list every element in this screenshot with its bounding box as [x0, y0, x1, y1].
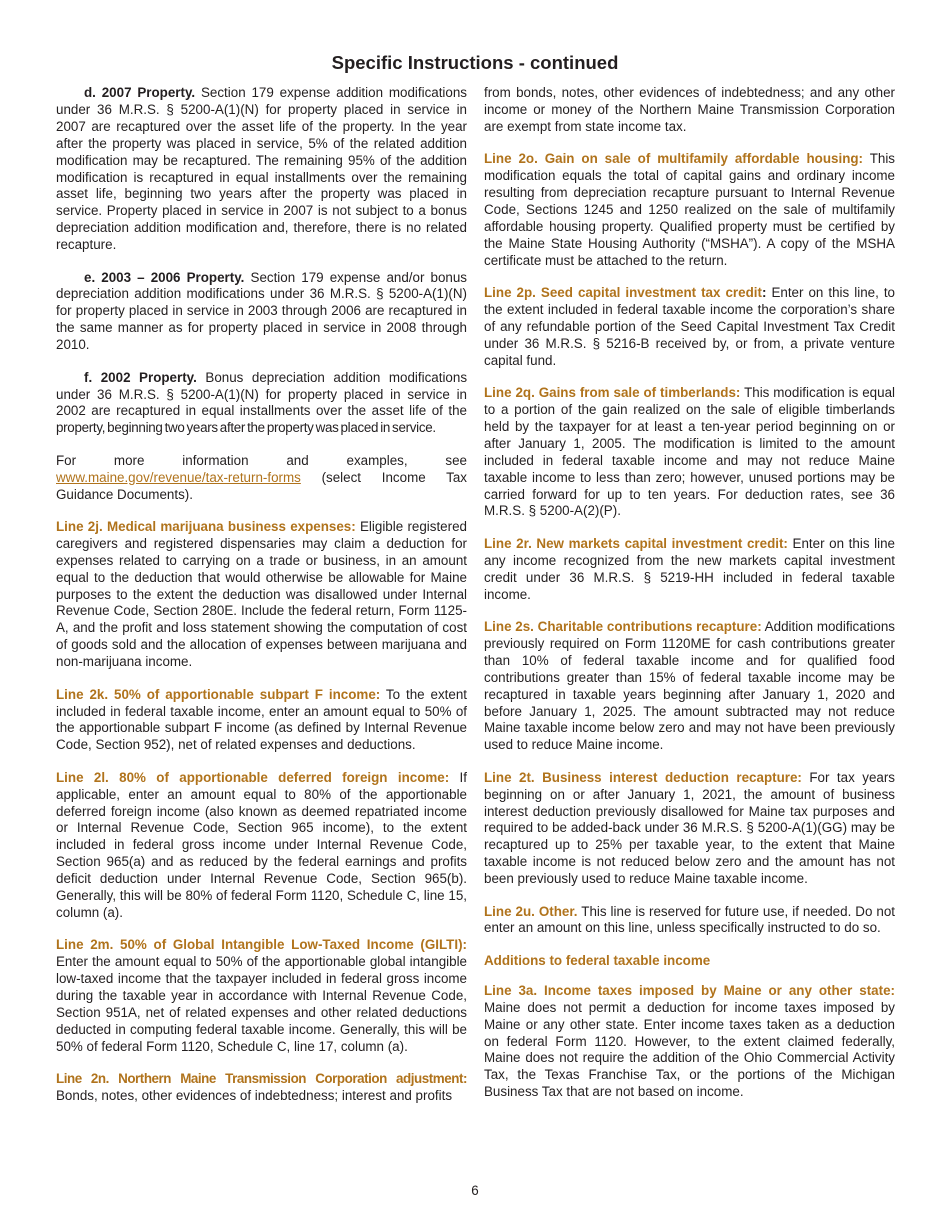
page-number: 6 — [471, 1183, 479, 1198]
heading-2003-2006-property: e. 2003 – 2006 Property. — [84, 269, 245, 285]
paragraph-line-2u — [484, 904, 895, 938]
paragraph-line-2t — [484, 770, 895, 888]
text-2002-property: Bonus depreciation addition modifications under 36 M.R.S. § 5200-A(1)(N) for property placed in service in 2002 are recaptured in equal installments over the asset life of the — [56, 369, 468, 419]
paragraph-line-2m — [56, 937, 467, 1055]
text-2002-property-end: property, beginning two years after the property was placed in service. — [56, 420, 436, 436]
heading-line-3a: Line 3a. Income taxes imposed by Maine or any other state: — [484, 982, 895, 998]
text-line-2m: Enter the amount equal to 50% of the apportionable global intangible low-taxed income that the taxpayer included in federal gross income during the taxable year in accordance with Internal Revenue Code, Section 951A, net of related expenses and other related deductions deducted in computing federal taxable income. Generally, this will be 50% of federal Form 1120, Schedule C, line 17, column (a). — [56, 954, 467, 1054]
text-line-2n-continued: from bonds, notes, other evidences of indebtedness; and any other income or money of the Northern Maine Transmission Corporation are exempt from state income tax. — [484, 85, 895, 134]
heading-line-2u: Line 2u. Other. — [484, 903, 578, 919]
heading-line-2j: Line 2j. Medical marijuana business expenses: — [56, 518, 356, 534]
paragraph-line-2r — [484, 536, 895, 604]
more-info-suffix: (select Income Tax Guidance Documents). — [56, 469, 467, 502]
left-column — [56, 85, 467, 1121]
text-line-2n: Bonds, notes, other evidences of indebtedness; interest and profits — [56, 1088, 453, 1104]
heading-line-2l: Line 2l. 80% of apportionable deferred foreign income: — [56, 769, 450, 785]
paragraph-2003-2006-property — [56, 270, 467, 355]
paragraph-line-2q — [484, 385, 895, 520]
text-line-2t: For tax years beginning on or after January 1, 2021, the amount of business interest deduction previously disallowed for Maine tax purposes and required to be added-back under 36 M.R.S. § 5200-A(1)(GG) may be recaptured up to 25% per taxable year, to the extent that Maine taxable income is not reduced below zero and the amount has not been previously used to reduce Maine taxable income. — [484, 769, 895, 887]
heading-line-2s: Line 2s. Charitable contributions recapture: — [484, 618, 762, 634]
heading-2002-property: f. 2002 Property. — [84, 369, 197, 385]
paragraph-line-2n — [56, 1071, 467, 1105]
heading-line-2o: Line 2o. Gain on sale of multifamily affordable housing: — [484, 151, 864, 167]
paragraph-line-3a — [484, 983, 895, 1101]
text-line-2q: This modification is equal to a portion of the gain realized on the sale of eligible timberlands held by the taxpayer for at least a ten-year period beginning on or after January 1, 2005. The modification is limited to the amount included in federal taxable income and may not reduce Maine taxable income to less than zero; however, unused portions may be carried forward for up to ten years. For deduction rates, see 36 M.R.S. § 5200-A(2)(P). — [484, 385, 895, 519]
heading-line-2m: Line 2m. 50% of Global Intangible Low-Taxed Income (GILTI): — [56, 937, 467, 953]
revenue-forms-link[interactable]: www.maine.gov/revenue/tax-return-forms — [56, 469, 301, 485]
heading-line-2n: Line 2n. Northern Maine Transmission Corporation adjustment: — [56, 1071, 467, 1087]
paragraph-2007-property — [56, 85, 467, 254]
paragraph-line-2p — [484, 285, 895, 370]
text-line-2j: Eligible registered caregivers and registered dispensaries may claim a deduction for expenses related to carrying on a trade or business, in an amount equal to the deduction that would otherwise be allowable for Maine purposes to the extent the deduction was disallowed under Internal Revenue Code, Section 280E. Include the federal return, Form 1125-A, and the profit and loss statement showing the computation of cost of goods sold and the allocation of expenses between marijuana and non-marijuana income. — [56, 518, 467, 670]
heading-line-2r: Line 2r. New markets capital investment credit: — [484, 535, 788, 551]
heading-line-2p: Line 2p. Seed capital investment tax credit — [484, 285, 762, 301]
paragraph-line-2o — [484, 151, 895, 269]
right-column — [484, 85, 895, 1117]
text-line-2p: Enter on this line, to the extent included in federal taxable income the corporation’s share of any refundable portion of the Seed Capital Investment Tax Credit under 36 M.R.S. § 5216-B received by, or from, a private venture capital fund. — [484, 285, 895, 368]
text-line-3a: Maine does not permit a deduction for income taxes imposed by Maine or any other state. Enter income taxes taken as a deduction on federal Form 1120. However, to the extent claimed federally, Maine does not require the addition of the Ohio Commercial Activity Tax, the Texas Franchise Tax, or the portions of the Michigan Business Tax that are not based on income. — [484, 999, 895, 1100]
heading-line-2p-colon: : — [761, 285, 767, 301]
page-title: Specific Instructions - continued — [331, 52, 619, 73]
text-2003-2006-property: Section 179 expense and/or bonus depreciation addition modifications under 36 M.R.S. § 5200-A(1)(N) for property placed in service in 2003 through 2006 are recaptured in the same manner as for property placed in service in 2008 through 2010. — [56, 269, 468, 353]
paragraph-line-2n-continued — [484, 85, 895, 136]
paragraph-more-info — [56, 453, 467, 504]
more-info-text: For more information and examples, see — [56, 452, 467, 468]
paragraph-line-2s — [484, 619, 895, 754]
text-line-2l: If applicable, enter an amount equal to 80% of the apportionable deferred foreign income (also known as deemed repatriated income or Internal Revenue Code, Section 965 income), to the extent included in federal gross income under Internal Revenue Code, Section 965(a) and as reduced by the federal earnings and profits deficit deduction under Internal Revenue Code, Section 965(b). Generally, this will be 80% of federal Form 1120, Schedule C, line 15, column (a). — [56, 769, 467, 920]
text-line-2r: Enter on this line any income recognized from the new markets capital investment credit under 36 M.R.S. § 5219-HH included in federal taxable income. — [484, 535, 895, 602]
heading-2007-property: d. 2007 Property. — [84, 85, 196, 100]
paragraph-line-2l — [56, 770, 467, 922]
section-heading-additions: Additions to federal taxable income — [484, 952, 711, 968]
paragraph-line-2j — [56, 519, 467, 671]
text-line-2o: This modification equals the total of capital gains and ordinary income resulting from depreciation recapture pursuant to Internal Revenue Code, Sections 1245 and 1250 realized on the sale of multifamily affordable housing property. Qualified property must be certified by the Maine State Housing Authority (“MSHA”). A copy of the MSHA certificate must be attached to the return. — [484, 151, 895, 268]
heading-line-2t: Line 2t. Business interest deduction recapture: — [484, 769, 802, 785]
text-line-2s: Addition modifications previously required on Form 1120ME for cash contributions greater than 10% of federal taxable income and for qualified food contributions greater than 15% of federal taxable income may be recaptured in taxable years beginning after January 1, 2020 and before January 1, 2025. The amount subtracted may not reduce Maine taxable income below zero and may not have been previously used to reduce Maine income. — [484, 618, 895, 753]
text-line-2u: This line is reserved for future use, if needed. Do not enter an amount on this line, unless specifically instructed to do so. — [484, 903, 895, 936]
text-line-2k: To the extent included in federal taxable income, enter an amount equal to 50% of the apportionable subpart F income (as defined by Internal Revenue Code, Section 952), net of related expenses and deductions. — [56, 686, 468, 753]
paragraph-2002-property — [56, 370, 467, 438]
text-2007-property: Section 179 expense addition modifications under 36 M.R.S. § 5200-A(1)(N) for property placed in service in 2007 are recaptured over the asset life of the property. In the year after the property was placed in service, 5% of the related addition modification may be recaptured. The remaining 95% of the addition modification is recaptured in equal installments over the remaining asset life, beginning two years after the property was placed in service. Property placed in service in 2007 is not subject to a bonus depreciation addition modification and, therefore, there is no related recapture. — [56, 85, 468, 253]
paragraph-line-2k — [56, 687, 467, 755]
heading-line-2q: Line 2q. Gains from sale of timberlands: — [484, 385, 741, 401]
heading-line-2k: Line 2k. 50% of apportionable subpart F income: — [56, 686, 381, 702]
